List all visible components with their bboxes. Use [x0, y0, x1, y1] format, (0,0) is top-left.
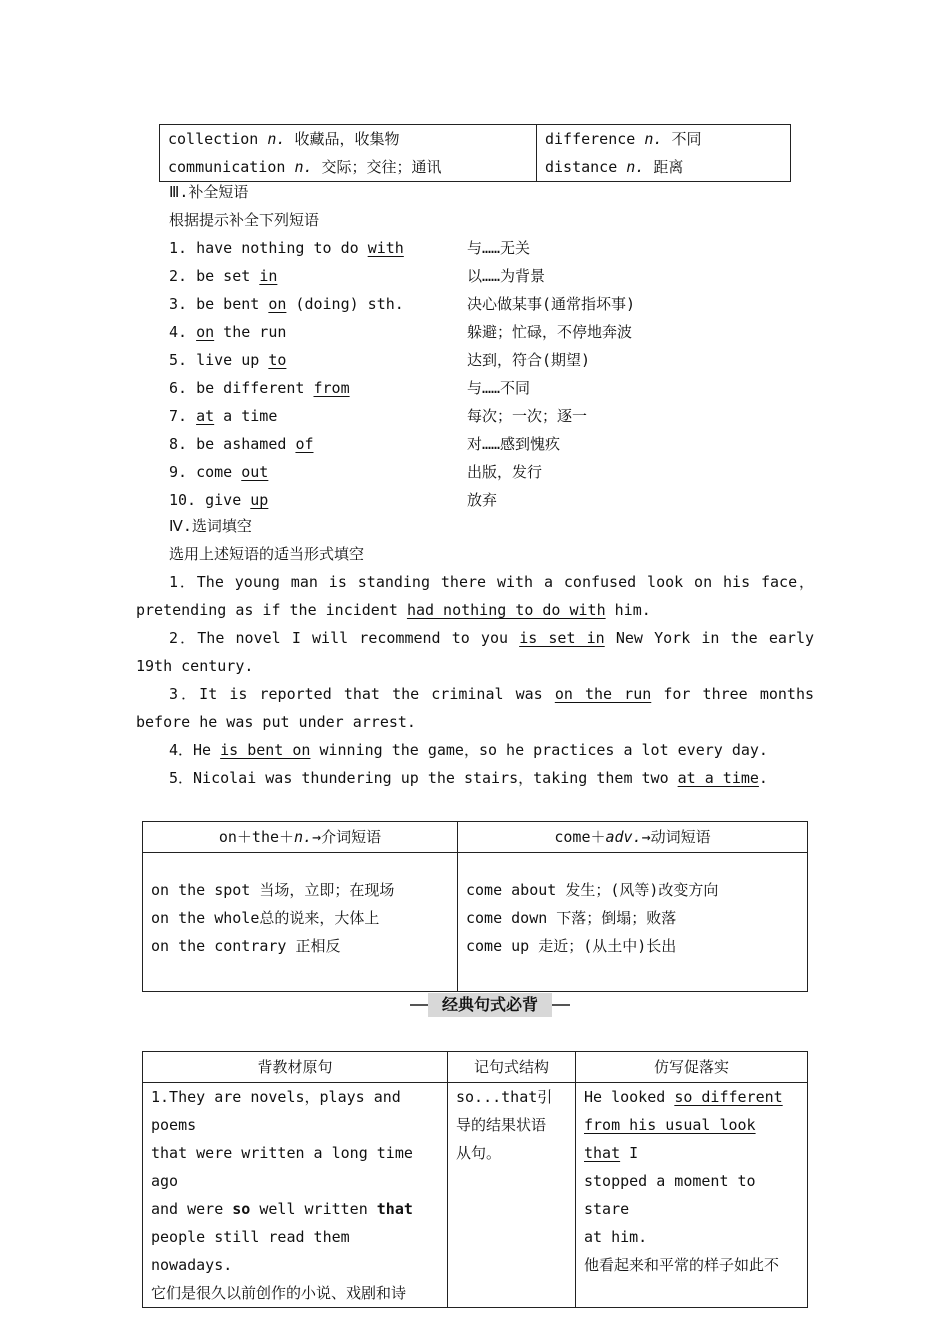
phrase-col1-body [143, 853, 458, 992]
phrase-answer: up [250, 491, 269, 509]
vocab-pos: n. [626, 158, 645, 176]
exercise-item: 2．The novel I will recommend to you is set in New York in the early 19th century. [136, 629, 815, 675]
vocab-meaning: 交际；交往；通讯 [321, 158, 442, 176]
vocab-meaning: 收藏品，收集物 [294, 130, 400, 148]
phrase-answer: on [196, 323, 215, 341]
emphasis-word: that [376, 1200, 413, 1218]
original-sentence-line [151, 1139, 439, 1195]
vocab-pos: n. [644, 130, 663, 148]
phrase-entry: on the whole总的说来，大体上 [151, 909, 380, 927]
phrase-entry: come about 发生；(风等)改变方向 [466, 881, 719, 899]
exercise-answer: is bent on [220, 741, 311, 759]
exercise-item: 4．He is bent on winning the game，so he practices a lot every day. [169, 741, 768, 759]
vocab-word: collection [168, 130, 259, 148]
vocab-entry [168, 153, 528, 181]
exercise-answer: on the run [554, 685, 652, 703]
text-run: 1.They are novels，plays and poems [151, 1088, 401, 1134]
exercise-answer: is set in [519, 629, 605, 647]
vocab-pos: n. [267, 130, 286, 148]
section3-instruction: 根据提示补全下列短语 [169, 211, 320, 229]
phrase-entry: on the contrary 正相反 [151, 937, 341, 955]
phrase-meaning: 以……为背景 [467, 267, 546, 285]
phrase-meaning: 与……不同 [467, 379, 531, 397]
phrase-item: 2. be set in [169, 267, 278, 285]
phrase-entry: come down 下落；倒塌；败落 [466, 909, 677, 927]
phrase-meaning: 决心做某事(通常指坏事) [467, 295, 636, 313]
structure-line: 从句。 [456, 1144, 502, 1162]
phrase-answer: with [367, 239, 404, 257]
vocab-entry [168, 125, 528, 153]
structure-cell [448, 1083, 576, 1308]
phrase-meaning: 躲避；忙碌，不停地奔波 [467, 323, 633, 341]
phrase-item: 8. be ashamed of [169, 435, 314, 453]
original-sentence-line [151, 1223, 439, 1279]
exercise-item: 3．It is reported that the criminal was on the run for three months before he was put under arrest. [136, 685, 814, 731]
section3-heading: Ⅲ.补全短语 [169, 183, 249, 201]
exercise-item: 1．The young man is standing there with a confused look on his face，pretending as if the incident had nothing to do with him. [136, 573, 814, 619]
phrase-answer: on [268, 295, 287, 313]
phrase-answer: in [259, 267, 278, 285]
imitation-line [584, 1251, 799, 1279]
vocab-word: difference [545, 130, 636, 148]
original-sentence-line [151, 1195, 439, 1223]
phrase-meaning: 放弃 [467, 491, 498, 509]
text-run: stopped a moment to stare [584, 1172, 756, 1218]
phrase-item: 3. be bent on (doing) sth. [169, 295, 404, 313]
phrase-item: 6. be different from [169, 379, 350, 397]
phrase-meaning: 出版，发行 [467, 463, 543, 481]
phrase-item: 1. have nothing to do with [169, 239, 404, 257]
answer-text: so different [674, 1088, 783, 1106]
text-run: 他看起来和平常的样子如此不 [584, 1256, 780, 1274]
phrase-entry: on the spot 当场，立即；在现场 [151, 881, 395, 899]
vocab-meaning: 不同 [671, 130, 702, 148]
banner-right-rule [552, 1004, 570, 1006]
section4-instruction: 选用上述短语的适当形式填空 [169, 545, 365, 563]
banner-left-rule [410, 1004, 428, 1006]
text-run: at him. [584, 1228, 648, 1246]
phrase-item: 5. live up to [169, 351, 287, 369]
original-sentence-line [151, 1279, 439, 1307]
original-sentence-line [151, 1083, 439, 1139]
section4-heading: Ⅳ.选词填空 [169, 517, 252, 535]
text-run: I [620, 1144, 639, 1162]
structure-line: so...that引 [456, 1088, 553, 1106]
emphasis-word: so [232, 1200, 251, 1218]
original-sentence-cell [143, 1083, 448, 1308]
phrase-col1-header: on＋the＋n.→介词短语 [143, 822, 458, 853]
vocab-word: distance [545, 158, 618, 176]
exercise-item: 5．Nicolai was thundering up the stairs，taking them two at a time. [169, 769, 768, 787]
vocab-table [159, 124, 791, 182]
imitation-line [584, 1223, 799, 1251]
exercise-answer: at a time [677, 769, 759, 787]
phrase-col2-header: come＋adv.→动词短语 [458, 822, 808, 853]
vocab-left-cell [160, 125, 537, 182]
phrase-entry: come up 走近；(从土中)长出 [466, 937, 677, 955]
phrase-meaning: 每次；一次；逐一 [467, 407, 588, 425]
text-run: people still read them nowadays. [151, 1228, 350, 1274]
vocab-entry [545, 125, 782, 153]
exercise-answer: had nothing to do with [406, 601, 606, 619]
sentence-col1-header: 背教材原句 [143, 1052, 448, 1083]
section-banner [410, 993, 570, 1017]
phrase-answer: to [268, 351, 287, 369]
phrase-summary-table [142, 821, 808, 992]
vocab-meaning: 距离 [653, 158, 684, 176]
imitation-line [584, 1167, 799, 1223]
imitation-line [584, 1111, 799, 1167]
phrase-answer: at [196, 407, 215, 425]
vocab-word: communication [168, 158, 286, 176]
structure-line: 导的结果状语 [456, 1116, 547, 1134]
text-run: He looked [584, 1088, 675, 1106]
banner-title: 经典句式必背 [428, 993, 552, 1017]
answer-text: from his usual look that [584, 1116, 756, 1162]
phrase-item: 9. come out [169, 463, 269, 481]
sentence-table [142, 1051, 808, 1308]
sentence-col2-header: 记句式结构 [448, 1052, 576, 1083]
vocab-right-cell [537, 125, 791, 182]
text-run: that were written a long time ago [151, 1144, 413, 1190]
phrase-item: 10. give up [169, 491, 269, 509]
phrase-answer: out [241, 463, 269, 481]
text-run: well written [250, 1200, 377, 1218]
phrase-answer: of [295, 435, 314, 453]
phrase-item: 4. on the run [169, 323, 287, 341]
imitation-cell [576, 1083, 808, 1308]
text-run: 它们是很久以前创作的小说、戏剧和诗 [151, 1284, 407, 1302]
phrase-answer: from [313, 379, 350, 397]
phrase-meaning: 对……感到愧疚 [467, 435, 561, 453]
phrase-item: 7. at a time [169, 407, 278, 425]
phrase-meaning: 达到，符合(期望) [467, 351, 591, 369]
vocab-entry [545, 153, 782, 181]
phrase-meaning: 与……无关 [467, 239, 531, 257]
imitation-line [584, 1083, 799, 1111]
sentence-col3-header: 仿写促落实 [576, 1052, 808, 1083]
text-run: and were [151, 1200, 233, 1218]
vocab-pos: n. [294, 158, 313, 176]
phrase-col2-body [458, 853, 808, 992]
